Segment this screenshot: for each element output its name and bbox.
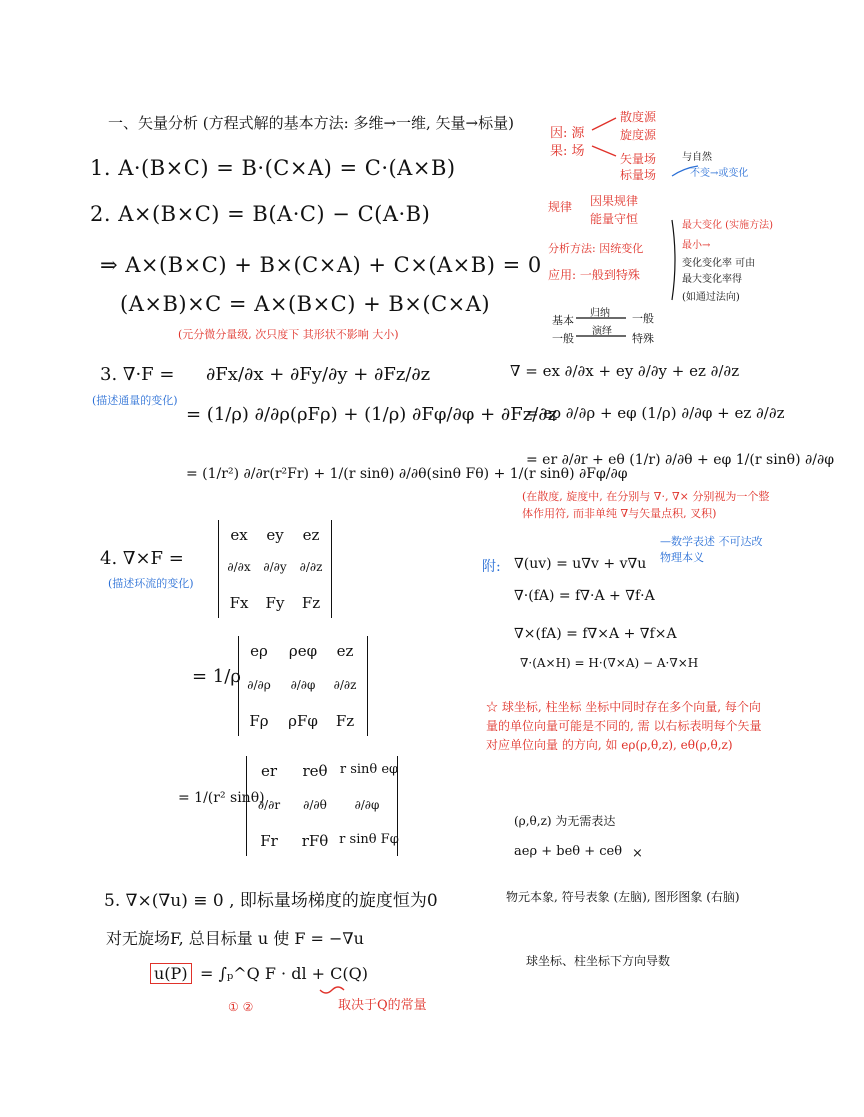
mind-source-2: 旋度源 [620,128,657,142]
equation-bac-cab: 2. A×(B×C) = B(A·C) − C(A·B) [90,202,431,226]
potential-expression: = ∫ₚ^Q F · dl + C(Q) [200,964,368,983]
det-cell: ey [266,526,284,544]
nabla-cylindrical: = eρ ∂/∂ρ + eφ (1/ρ) ∂/∂φ + ez ∂/∂z [526,404,785,422]
equation-triple-product: 1. A·(B×C) = B·(C×A) = C·(A×B) [90,156,456,180]
identities-label: 附: [482,559,501,575]
equation-curl-grad: 5. ∇×(∇u) ≡ 0 , 即标量场梯度的旋度恒为0 [104,891,438,911]
mind-basic-2b: 演绎 [592,326,612,337]
divergence-note: (描述通量的变化) [92,394,178,407]
det-cell: ∂/∂ρ [247,678,271,692]
det-cell: ∂/∂x [227,560,251,574]
mind-cause: 因: 源 [550,126,585,141]
equation-irrotational: 对无旋场F, 总目标量 u 使 F = −∇u [106,929,364,948]
equation-jacobi: ⇒ A×(B×C) + B×(C×A) + C×(A×B) = 0 [100,253,542,277]
section-title: 一、矢量分析 (方程式解的基本方法: 多维→一维, 矢量→标量) [108,114,514,132]
det-cell: reθ [302,762,328,780]
mind-apply: 应用: 一般到特殊 [548,268,640,282]
mind-effect: 果: 场 [550,144,585,159]
divergence-label: 3. ∇·F = [100,364,175,385]
rho-theta-z-note: (ρ,θ,z) 为无需表达 [514,814,616,828]
det-cell: ∂/∂y [263,560,287,574]
equation-cross-assoc: (A×B)×C = A×(B×C) + B×(C×A) [120,292,491,316]
mind-var-5: (如通过法向) [682,292,740,303]
det-cell: rFθ [301,832,329,850]
det-cell: Fz [301,594,321,612]
det-cell: ez [336,642,354,660]
det-cell: ez [302,526,320,544]
divergence-spherical: = (1/r²) ∂/∂r(r²Fr) + 1/(r sinθ) ∂/∂θ(sinθ Fθ) + 1/(r sinθ) ∂Fφ/∂φ [186,466,628,482]
rho-theta-z-cross-mark: × [632,846,643,861]
det-cell: ex [230,526,248,544]
det-cell: er [260,762,278,780]
mind-source-1: 散度源 [620,110,657,124]
mind-var-2: 最小→ [682,240,711,251]
mind-side-1: 与自然 [682,152,712,163]
potential-note: 取决于Q的常量 [338,998,427,1013]
mind-basic-2: 一般 [552,332,574,345]
mind-law: 规律 [548,200,573,214]
coordinate-note: ☆ 球坐标, 柱坐标 坐标中同时存在多个向量, 每个向量的单位向量可能是不同的, 需 以右标表明每个矢量对应单位向量 的方向, 如 eρ(ρ,θ,z), eθ(ρ,θ,z) [486,700,762,752]
mind-basic-2c: 特殊 [632,332,654,345]
det-cell: ∂/∂z [299,560,323,574]
equation-note: (元分微分量级, 次只度下 其形状不影响 大小) [178,328,399,341]
nabla-spherical: = er ∂/∂r + eθ (1/r) ∂/∂θ + eφ 1/(r sinθ) ∂/∂φ [526,452,835,468]
divergence-cartesian: ∂Fx/∂x + ∂Fy/∂y + ∂Fz/∂z [206,364,431,385]
mind-basic-1c: 一般 [632,312,654,325]
mind-method-text: 分析方法: 因统变化 [548,242,644,255]
nabla-cartesian: ∇ = ex ∂/∂x + ey ∂/∂y + ez ∂/∂z [510,362,740,380]
nabla-note-blue: —数学表述 不可达改 物理本义 [660,535,763,564]
rho-theta-z-expression: aeρ + beθ + ceθ [514,844,623,859]
identity-div-cross: ∇·(A×H) = H·(∇×A) − A·∇×H [520,656,699,670]
curl-sph-prefactor: = 1/(r² sinθ) [178,790,265,806]
det-cell: r sinθ Fφ [339,832,399,847]
mind-law-1: 因果规律 [590,194,639,208]
det-cell: eρ [250,642,268,660]
det-cell: ∂/∂r [257,798,281,812]
det-cell: ∂/∂z [333,678,357,692]
det-cell: ρeφ [288,642,318,660]
curl-note: (描述环流的变化) [108,577,194,590]
mind-basic-1b: 归纳 [590,308,610,319]
mind-var-1: 最大变化 (实施方法) [682,220,773,231]
det-cell: Fx [229,594,249,612]
potential-marks: ① ② [228,1000,254,1014]
potential-label: u(P) [150,963,192,984]
curl-label: 4. ∇×F = [100,548,184,569]
det-cell: Fρ [249,712,269,730]
identity-product-gradient: ∇(uv) = u∇v + v∇u [514,556,647,572]
mind-side-2: 不变→或变化 [690,168,749,179]
mind-law-2: 能量守恒 [590,212,639,226]
det-cell: Fr [260,832,278,850]
det-cell: ∂/∂φ [290,678,316,692]
identity-curl-fa: ∇×(fA) = f∇×A + ∇f×A [514,626,677,642]
det-cell: ρFφ [288,712,318,730]
det-cell: ∂/∂φ [354,798,380,812]
mind-field-2: 标量场 [620,168,657,182]
divergence-cylindrical: = (1/ρ) ∂/∂ρ(ρFρ) + (1/ρ) ∂Fφ/∂φ + ∂Fz/∂z [186,404,558,425]
curl-cyl-prefactor: = 1/ρ [192,666,241,687]
det-cell: Fy [265,594,285,612]
det-cell: Fz [335,712,355,730]
mind-basic-1: 基本 [552,314,574,327]
spherical-directional-note: 球坐标、柱坐标下方向导数 [526,954,671,968]
mind-var-3: 变化变化率 可由 [682,258,756,269]
det-cell: ∂/∂θ [303,798,327,812]
mind-var-4: 最大变化率得 [682,274,742,285]
det-cell: r sinθ eφ [339,762,399,777]
nabla-note: (在散度, 旋度中, 在分别与 ∇·, ∇× 分别视为一个整体作用符, 而非单纯 ∇与矢量点积, 叉积) [522,490,770,520]
physics-representation-note: 物元本象, 符号表象 (左脑), 图形图象 (右脑) [506,890,740,904]
identity-div-fa: ∇·(fA) = f∇·A + ∇f·A [514,588,655,604]
mind-field-1: 矢量场 [620,152,657,166]
